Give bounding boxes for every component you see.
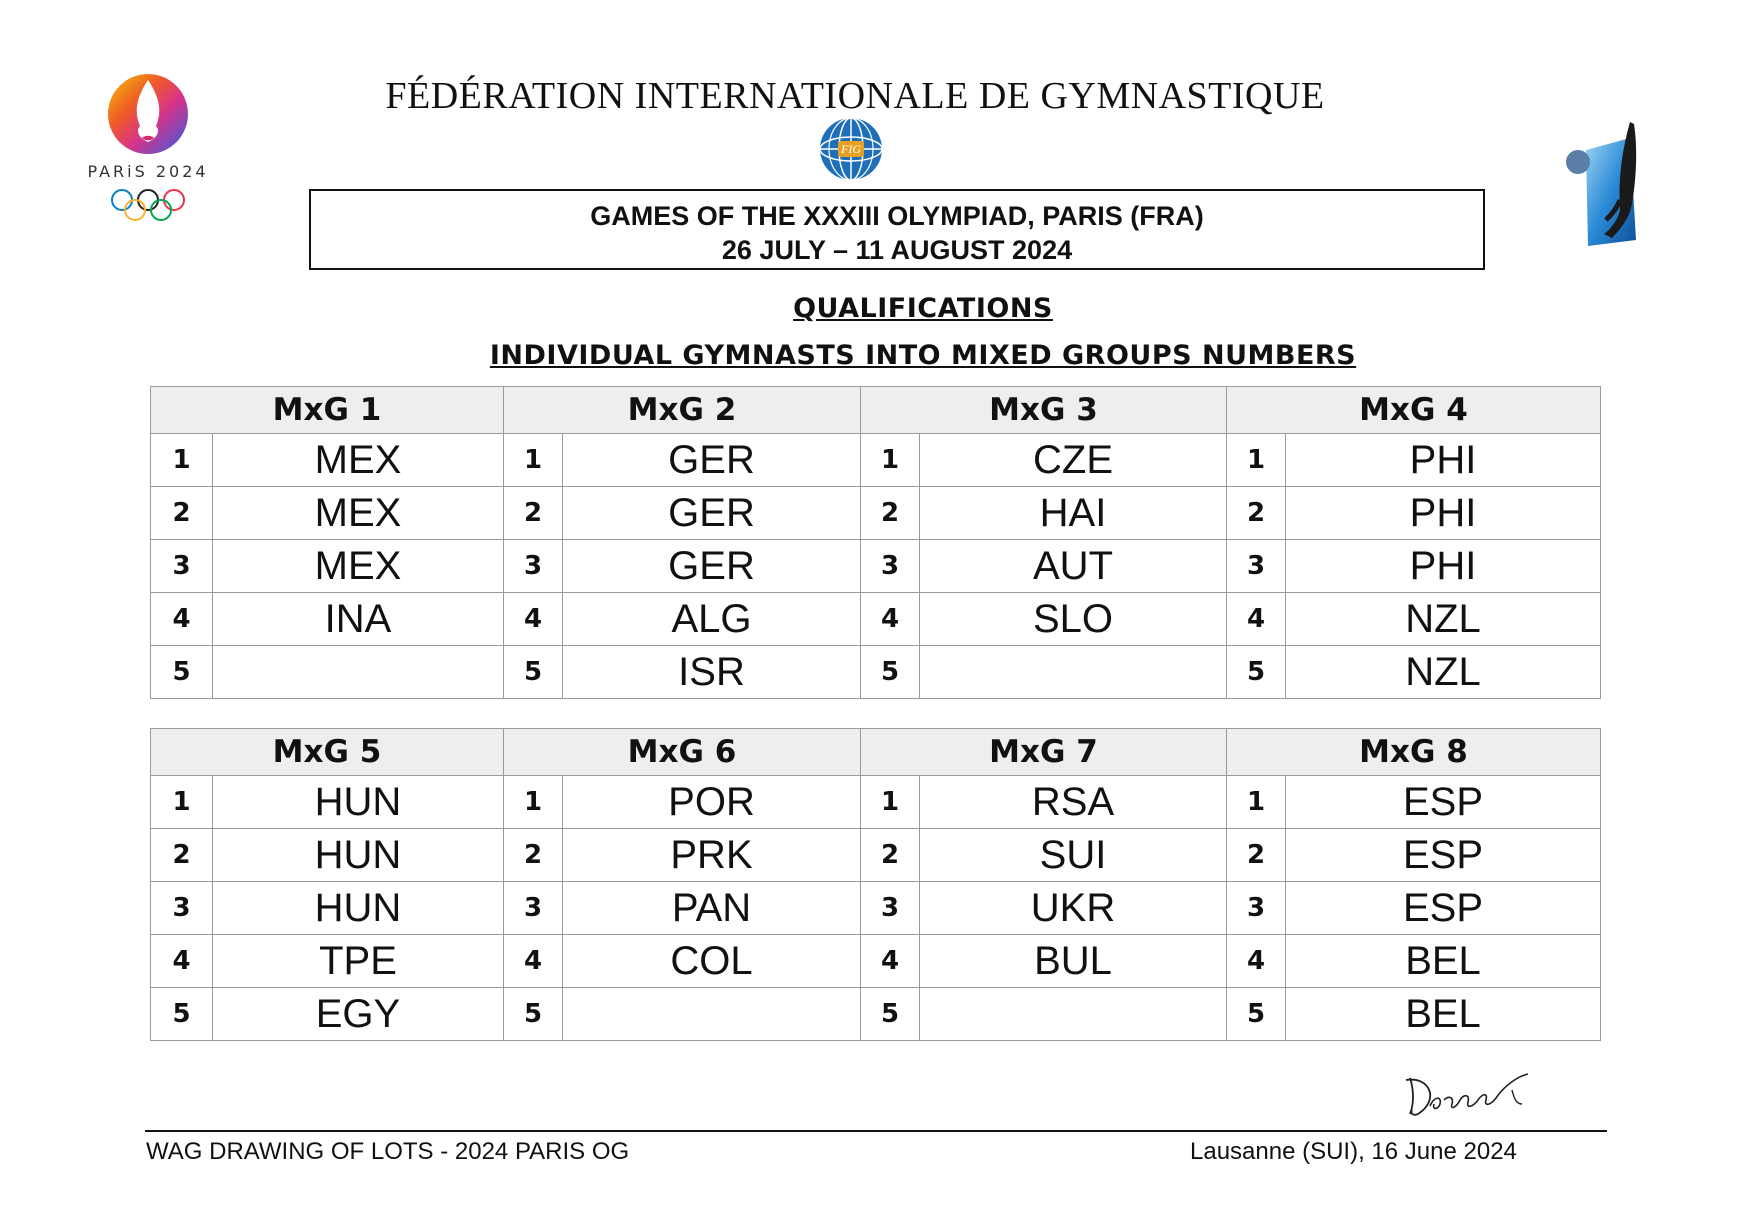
table-row (151, 988, 1601, 1041)
country-cell: HUN (213, 829, 504, 882)
rank-cell: 1 (151, 776, 213, 829)
group-header: MxG 3 (861, 387, 1227, 434)
country-cell: NZL (1286, 593, 1601, 646)
rank-cell: 4 (504, 935, 563, 988)
games-name: GAMES OF THE XXXIII OLYMPIAD, PARIS (FRA) (590, 201, 1204, 231)
rank-cell: 3 (861, 540, 920, 593)
footer-place-date: Lausanne (SUI), 16 June 2024 (1190, 1138, 1517, 1165)
country-cell: ESP (1286, 776, 1601, 829)
group-header: MxG 4 (1227, 387, 1601, 434)
country-cell: MEX (213, 540, 504, 593)
table-row (151, 882, 1601, 935)
country-cell: BEL (1286, 988, 1601, 1041)
country-cell (213, 646, 504, 699)
country-cell: AUT (920, 540, 1227, 593)
country-cell: PHI (1286, 434, 1601, 487)
group-header: MxG 8 (1227, 729, 1601, 776)
rank-cell: 5 (1227, 988, 1286, 1041)
rank-cell: 5 (504, 988, 563, 1041)
table-row (151, 540, 1601, 593)
group-header: MxG 2 (504, 387, 861, 434)
country-cell: PHI (1286, 540, 1601, 593)
fig-globe-text: FIG (841, 142, 861, 156)
country-cell: HUN (213, 776, 504, 829)
table-row (151, 935, 1601, 988)
rank-cell: 5 (861, 646, 920, 699)
rank-cell: 3 (151, 882, 213, 935)
mixed-groups-table-5-8 (150, 728, 1601, 1041)
country-cell: BEL (1286, 935, 1601, 988)
country-cell: HUN (213, 882, 504, 935)
country-cell: EGY (213, 988, 504, 1041)
rank-cell: 5 (151, 988, 213, 1041)
gymnast-logo-icon (1560, 120, 1660, 260)
country-cell: SUI (920, 829, 1227, 882)
paris-2024-wordmark: PARiS 2024 (87, 162, 209, 181)
table-row (151, 434, 1601, 487)
rank-cell: 4 (504, 593, 563, 646)
table-row (151, 776, 1601, 829)
country-cell (563, 988, 861, 1041)
country-cell: POR (563, 776, 861, 829)
group-header: MxG 7 (861, 729, 1227, 776)
paris-flame-icon (106, 72, 190, 156)
rank-cell: 3 (151, 540, 213, 593)
rank-cell: 2 (1227, 829, 1286, 882)
rank-cell: 4 (151, 593, 213, 646)
country-cell: PRK (563, 829, 861, 882)
rank-cell: 3 (1227, 882, 1286, 935)
group-header-row (151, 387, 1601, 434)
group-header: MxG 1 (151, 387, 504, 434)
rank-cell: 2 (151, 829, 213, 882)
rank-cell: 4 (861, 935, 920, 988)
country-cell: SLO (920, 593, 1227, 646)
country-cell: GER (563, 487, 861, 540)
rank-cell: 3 (504, 540, 563, 593)
country-cell: GER (563, 540, 861, 593)
rank-cell: 4 (1227, 593, 1286, 646)
country-cell (920, 646, 1227, 699)
federation-title: FÉDÉRATION INTERNATIONALE DE GYMNASTIQUE (385, 75, 1325, 117)
qualifications-title: QUALIFICATIONS (793, 293, 1053, 324)
games-info-box (309, 189, 1485, 270)
rank-cell: 2 (151, 487, 213, 540)
group-header: MxG 6 (504, 729, 861, 776)
olympic-rings-icon (108, 188, 188, 224)
rank-cell: 4 (151, 935, 213, 988)
rank-cell: 2 (1227, 487, 1286, 540)
rank-cell: 1 (861, 434, 920, 487)
paris-2024-logo (78, 72, 218, 232)
country-cell: ESP (1286, 829, 1601, 882)
rank-cell: 1 (504, 434, 563, 487)
rank-cell: 5 (151, 646, 213, 699)
fig-globe-logo-icon (818, 116, 884, 182)
group-header: MxG 5 (151, 729, 504, 776)
group-header-row (151, 729, 1601, 776)
country-cell: GER (563, 434, 861, 487)
country-cell (920, 988, 1227, 1041)
country-cell: CZE (920, 434, 1227, 487)
rank-cell: 1 (1227, 434, 1286, 487)
country-cell: RSA (920, 776, 1227, 829)
rank-cell: 3 (504, 882, 563, 935)
country-cell: HAI (920, 487, 1227, 540)
rank-cell: 4 (1227, 935, 1286, 988)
rank-cell: 1 (1227, 776, 1286, 829)
groups-subtitle: INDIVIDUAL GYMNASTS INTO MIXED GROUPS NUMBERS (489, 340, 1357, 371)
mixed-groups-table-1-4 (150, 386, 1601, 699)
rank-cell: 2 (861, 487, 920, 540)
country-cell: BUL (920, 935, 1227, 988)
rank-cell: 2 (861, 829, 920, 882)
rank-cell: 3 (1227, 540, 1286, 593)
country-cell: MEX (213, 487, 504, 540)
rank-cell: 1 (151, 434, 213, 487)
table-row (151, 487, 1601, 540)
footer-event-label: WAG DRAWING OF LOTS - 2024 PARIS OG (146, 1138, 630, 1165)
country-cell: TPE (213, 935, 504, 988)
country-cell: PHI (1286, 487, 1601, 540)
country-cell: ESP (1286, 882, 1601, 935)
rank-cell: 1 (861, 776, 920, 829)
country-cell: UKR (920, 882, 1227, 935)
signature-image (1400, 1070, 1550, 1120)
rank-cell: 5 (861, 988, 920, 1041)
rank-cell: 4 (861, 593, 920, 646)
rank-cell: 5 (504, 646, 563, 699)
country-cell: COL (563, 935, 861, 988)
rank-cell: 5 (1227, 646, 1286, 699)
rank-cell: 3 (861, 882, 920, 935)
country-cell: PAN (563, 882, 861, 935)
country-cell: ALG (563, 593, 861, 646)
footer-divider (145, 1130, 1607, 1132)
table-row (151, 646, 1601, 699)
country-cell: NZL (1286, 646, 1601, 699)
games-dates: 26 JULY – 11 AUGUST 2024 (721, 235, 1073, 265)
rank-cell: 2 (504, 487, 563, 540)
country-cell: ISR (563, 646, 861, 699)
rank-cell: 2 (504, 829, 563, 882)
country-cell: MEX (213, 434, 504, 487)
table-row (151, 829, 1601, 882)
table-row (151, 593, 1601, 646)
rank-cell: 1 (504, 776, 563, 829)
country-cell: INA (213, 593, 504, 646)
